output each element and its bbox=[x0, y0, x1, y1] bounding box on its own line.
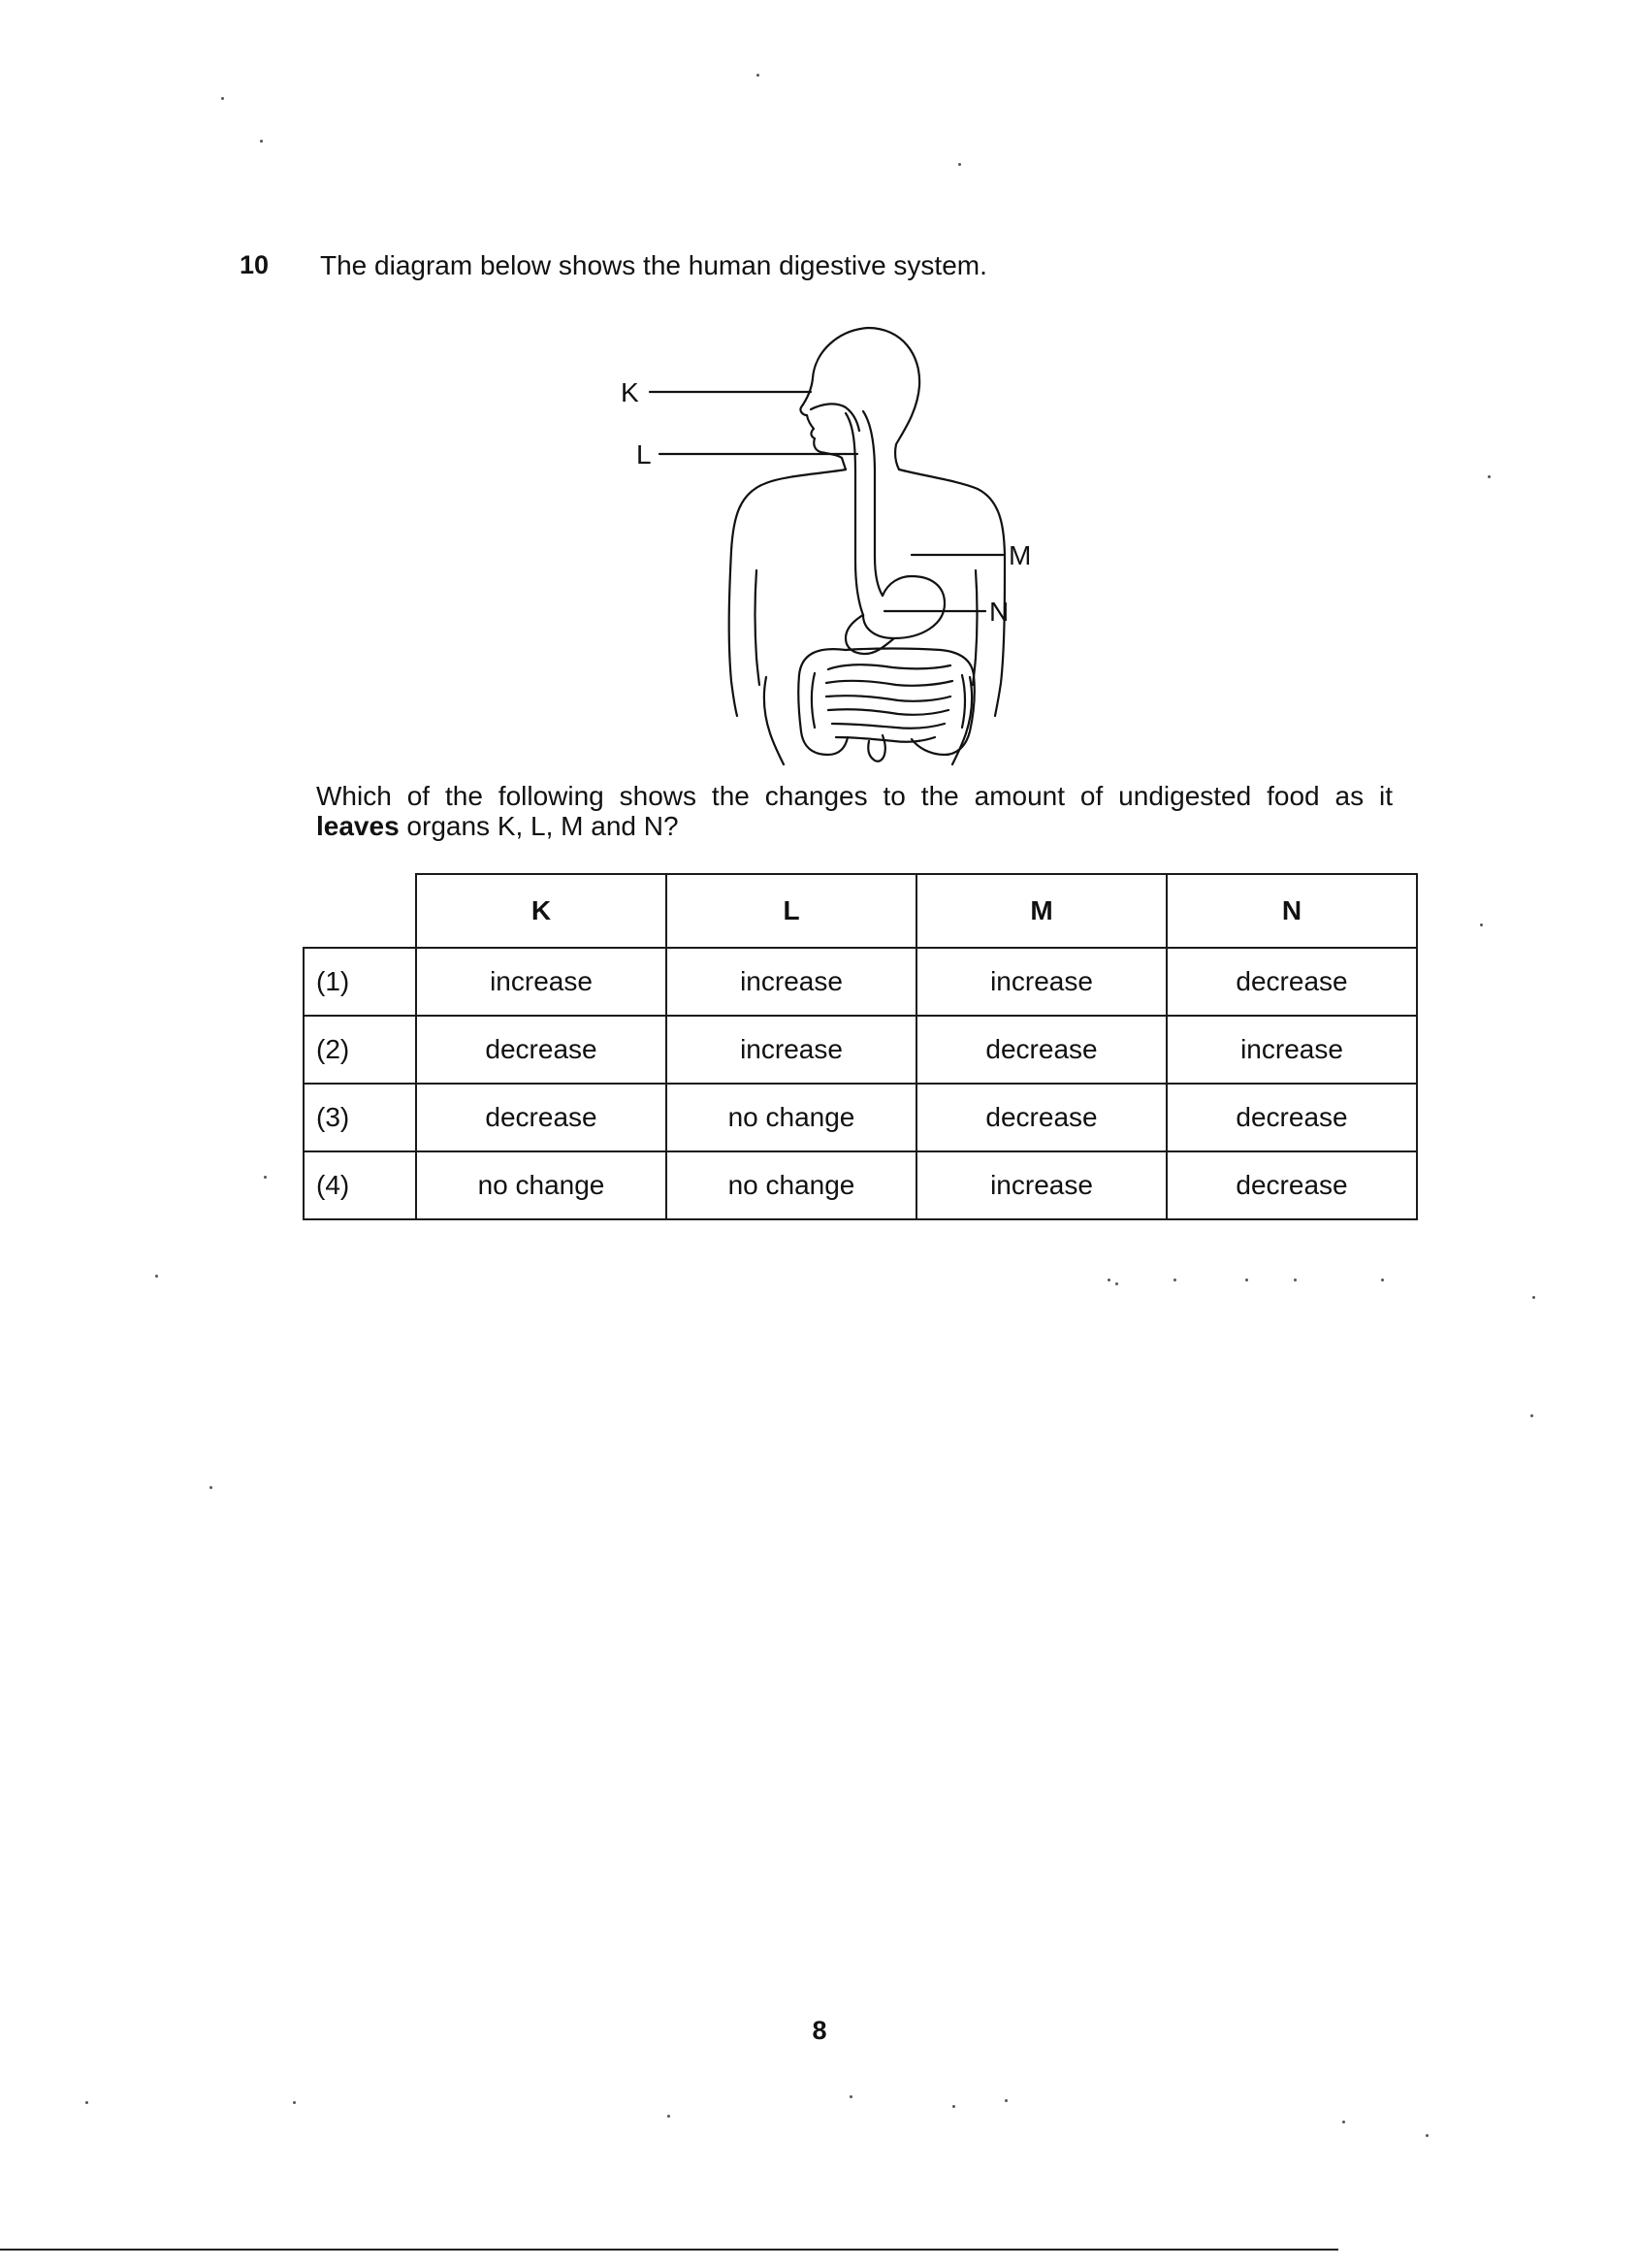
table-row bbox=[304, 1016, 1417, 1084]
table-cell: decrease bbox=[916, 1084, 1167, 1151]
label-n: N bbox=[989, 597, 1010, 627]
table-cell: increase bbox=[916, 948, 1167, 1016]
table-cell: increase bbox=[666, 948, 916, 1016]
option-label: (2) bbox=[304, 1016, 416, 1084]
question-prompt bbox=[316, 781, 1393, 841]
prompt-emphasis: leaves bbox=[316, 811, 400, 841]
question-stem: The diagram below shows the human digestive system. bbox=[320, 250, 987, 280]
table-row bbox=[304, 948, 1417, 1016]
table-cell: no change bbox=[416, 1151, 666, 1219]
header-k: K bbox=[416, 874, 666, 948]
table-row bbox=[304, 1084, 1417, 1151]
prompt-line-1: Which of the following shows the changes to the amount of undigested food as it bbox=[316, 781, 1393, 811]
prompt-line-2-rest: organs K, L, M and N? bbox=[399, 811, 679, 841]
header-m: M bbox=[916, 874, 1167, 948]
right-shoulder bbox=[899, 470, 1005, 716]
label-l: L bbox=[636, 439, 652, 470]
table-cell: no change bbox=[666, 1151, 916, 1219]
table-cell: decrease bbox=[1167, 1084, 1417, 1151]
table-cell: decrease bbox=[916, 1016, 1167, 1084]
small-intestine bbox=[826, 664, 952, 742]
table-cell: decrease bbox=[416, 1084, 666, 1151]
header-n: N bbox=[1167, 874, 1417, 948]
table-cell: increase bbox=[916, 1151, 1167, 1219]
large-intestine bbox=[798, 649, 848, 755]
header-l: L bbox=[666, 874, 916, 948]
option-label: (4) bbox=[304, 1151, 416, 1219]
stomach bbox=[863, 576, 945, 638]
table-cell: increase bbox=[666, 1016, 916, 1084]
question-number: 10 bbox=[240, 250, 270, 279]
answer-options-table bbox=[303, 873, 1418, 1220]
table-cell: increase bbox=[416, 948, 666, 1016]
option-label: (3) bbox=[304, 1084, 416, 1151]
label-m: M bbox=[1009, 540, 1032, 570]
bottom-rule bbox=[0, 2249, 1338, 2251]
label-k: K bbox=[621, 377, 639, 407]
table-cell: decrease bbox=[416, 1016, 666, 1084]
table-row bbox=[304, 1151, 1417, 1219]
table-corner-cell bbox=[304, 874, 416, 948]
head-back bbox=[868, 328, 919, 470]
table-header-row bbox=[304, 874, 1417, 948]
page-number: 8 bbox=[812, 2016, 827, 2045]
esophagus-left bbox=[846, 413, 863, 615]
left-shoulder bbox=[729, 470, 846, 716]
esophagus-right bbox=[863, 411, 883, 596]
table-cell: decrease bbox=[1167, 1151, 1417, 1219]
prompt-line-2 bbox=[316, 811, 1393, 841]
option-label: (1) bbox=[304, 948, 416, 1016]
table-cell: decrease bbox=[1167, 948, 1417, 1016]
table-cell: increase bbox=[1167, 1016, 1417, 1084]
head-outline bbox=[800, 328, 868, 470]
digestive-system-diagram bbox=[621, 308, 1032, 764]
table-cell: no change bbox=[666, 1084, 916, 1151]
